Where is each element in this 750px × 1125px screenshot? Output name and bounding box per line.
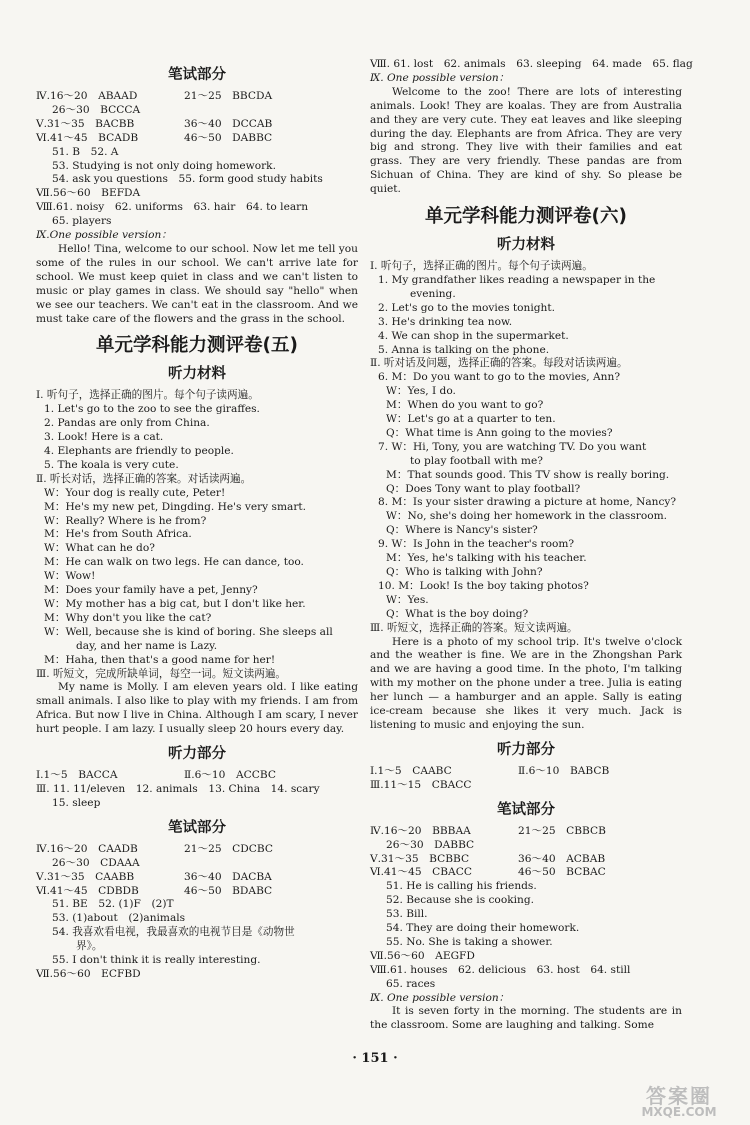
section-heading: 听力材料 (497, 237, 555, 254)
paragraph: Hello! Tina, welcome to our school. Now let me tell you some of the rules in our school. We can't arrive late for school. We must keep quiet in class and we can't listen to music or play games in class. We should say "hello" when we see our teachers. We can't eat in the classroom. And we must take care of the flowers and the grass in the school. (36, 242, 358, 325)
text-line: 6. M：Do you want to go to the movies, Ann? (378, 371, 621, 384)
answer-group: 36～40 ACBAB (518, 852, 606, 865)
answer-group: 46～50 BDABC (184, 884, 273, 897)
text-line: W：Yes. (386, 593, 429, 606)
watermark-logo (614, 1086, 744, 1120)
text-line (36, 769, 358, 783)
text-line: Ⅲ. 11. 11/eleven 12. animals 13. China 14. scary (36, 782, 320, 795)
text-line: 52. Because she is cooking. (386, 894, 534, 907)
text-line: W：Wow! (44, 570, 96, 583)
text-line: Ⅷ. 61. lost 62. animals 63. sleeping 64. made 65. flag (370, 58, 693, 70)
text-line: 55. I don't think it is really interesting. (52, 954, 261, 967)
text-line: M：That sounds good. This TV show is really boring. (386, 468, 670, 481)
text-line: to play football with me? (410, 454, 543, 467)
text-line: 界》。 (76, 940, 103, 953)
text-line: 54. They are doing their homework. (386, 922, 580, 935)
text-line: M：Yes, he's talking with his teacher. (386, 552, 587, 565)
text-line: 1. Let's go to the zoo to see the giraffes. (44, 403, 260, 416)
section-heading: 听力部分 (168, 746, 226, 763)
text-line: M：He's from South Africa. (44, 528, 192, 541)
answer-group: Ⅰ.1～5 CAABC (370, 764, 452, 777)
text-line: W：My mother has a big cat, but I don't like her. (44, 598, 306, 610)
paragraph: It is seven forty in the morning. The students are in the classroom. Some are laughing and talking. Some (370, 1005, 682, 1032)
answer-group: Ⅰ.1～5 BACCA (36, 769, 118, 782)
answer-group: Ⅱ.6～10 ACCBC (184, 769, 276, 782)
paragraph: My name is Molly. I am eleven years old. I like eating small animals. I also like to play with my friends. I am from Africa. But now I live in China. Although I am scary, I never hurt people. I am lazy. I usually sleep 20 hours every day. (36, 681, 358, 736)
text-line (370, 825, 682, 839)
text-line: evening. (410, 287, 456, 300)
text-line: Ⅸ. One possible version： (370, 991, 510, 1004)
text-line: Ⅱ. 听长对话，选择正确的答案。对话读两遍。 (36, 472, 252, 485)
text-line: W：No, she's doing her homework in the classroom. (386, 510, 668, 523)
section-heading: 笔试部分 (497, 801, 555, 818)
text-line: 26～30 DABBC (386, 838, 475, 851)
unit-title: 单元学科能力测评卷(六) (425, 206, 627, 228)
answer-group: 21～25 CDCBC (184, 842, 273, 855)
answer-group: Ⅱ.6～10 BABCB (518, 764, 610, 777)
page-number: · 151 · (352, 1051, 398, 1066)
text-line: Ⅲ. 听短文，完成所缺单词，每空一词。短文读两遍。 (36, 667, 287, 680)
text-line: M：He's my new pet, Dingding. He's very smart. (44, 500, 307, 513)
text-line: day, and her name is Lazy. (76, 639, 218, 652)
text-line: M：Why don't you like the cat? (44, 611, 212, 624)
text-line: Q：Does Tony want to play football? (386, 482, 581, 495)
text-line: Q：Where is Nancy's sister? (386, 524, 538, 537)
text-line: 8. M：Is your sister drawing a picture at home, Nancy? (378, 496, 677, 509)
text-line: Ⅶ.56～60 AEGFD (370, 949, 475, 962)
answer-group: 46～50 DABBC (184, 131, 273, 144)
text-line: 5. Anna is talking on the phone. (378, 343, 550, 356)
text-line: 53. (1)about (2)animals (52, 912, 186, 925)
text-line: 4. Elephants are friendly to people. (44, 445, 234, 458)
text-line: 7. W：Hi, Tony, you are watching TV. Do you want (378, 440, 647, 453)
text-line: Ⅱ. 听对话及问题，选择正确的答案。每段对话读两遍。 (370, 357, 628, 370)
answer-group: 36～40 DCCAB (184, 117, 273, 130)
text-line: 26～30 BCCCA (52, 103, 141, 116)
text-line: 51. BE 52. (1)F (2)T (52, 898, 174, 911)
answer-group: Ⅵ.41～45 BCADB (36, 131, 139, 144)
answer-group: Ⅴ.31～35 CAABB (36, 870, 135, 883)
text-line: 53. Studying is not only doing homework. (52, 159, 276, 172)
text-line: 3. Look! Here is a cat. (44, 431, 164, 444)
text-line (370, 866, 682, 880)
right-column (370, 58, 693, 1033)
answer-group: 46～50 BCBAC (518, 866, 606, 879)
text-line: W：Your dog is really cute, Peter! (44, 486, 226, 499)
text-line: Ⅶ.56～60 BEFDA (36, 187, 141, 200)
text-line (370, 853, 682, 867)
answer-group: Ⅵ.41～45 CDBDB (36, 884, 139, 897)
text-line: 1. My grandfather likes reading a newspaper in the (378, 273, 656, 286)
answer-group: 21～25 CBBCB (518, 824, 606, 837)
answer-group: Ⅳ.16～20 BBBAA (370, 824, 471, 837)
text-line: Ⅸ.One possible version： (36, 229, 172, 242)
answer-group: Ⅵ.41～45 CBACC (370, 866, 472, 879)
text-line: M：He can walk on two legs. He can dance, too. (44, 556, 304, 569)
text-line: W：Really? Where is he from? (44, 514, 207, 527)
text-line: Ⅷ.61. noisy 62. uniforms 63. hair 64. to learn (36, 201, 309, 214)
text-line: M：Haha, then that's a good name for her! (44, 653, 276, 666)
text-line: 10. M：Look! Is the boy taking photos? (378, 579, 589, 592)
watermark-title: 答案圈 (646, 1084, 712, 1108)
text-line: Ⅸ. One possible version： (370, 71, 510, 84)
text-line: 15. sleep (52, 796, 101, 809)
text-line (36, 132, 358, 146)
text-line: 65. players (52, 215, 112, 228)
text-line: 54. ask you questions 55. form good study habits (52, 173, 323, 186)
text-line: 65. races (386, 977, 436, 990)
text-line: 2. Let's go to the movies tonight. (378, 301, 555, 314)
text-line: 51. B 52. A (52, 145, 119, 158)
text-line: 55. No. She is taking a shower. (386, 935, 553, 948)
text-line (370, 765, 682, 779)
text-line: Q：Who is talking with John? (386, 566, 543, 578)
text-line: 26～30 CDAAA (52, 856, 140, 869)
answer-group: 21～25 BBCDA (184, 90, 273, 102)
text-line: Q：What time is Ann going to the movies? (386, 426, 613, 439)
text-line: 3. He's drinking tea now. (378, 315, 513, 328)
text-line: Ⅶ.56～60 ECFBD (36, 967, 141, 980)
section-heading: 听力材料 (168, 366, 226, 383)
text-line (36, 885, 358, 899)
text-line: W：What can he do? (44, 542, 155, 555)
text-line: 51. He is calling his friends. (386, 880, 537, 893)
text-line: Ⅷ.61. houses 62. delicious 63. host 64. still (370, 963, 631, 976)
paragraph: Here is a photo of my school trip. It's twelve o'clock and the weather is fine. We are in the Zhongshan Park and we are having a good time. In the photo, I'm talking with my mother on the phone under a tree. Julia is eating her lunch — a hamburger and an apple. Sally is eating ice-cream because she likes it very much. Jack is listening to music and enjoying the sun. (370, 635, 682, 731)
text-line: Q：What is the boy doing? (386, 607, 529, 620)
section-heading: 笔试部分 (168, 67, 226, 83)
section-heading: 听力部分 (497, 741, 555, 758)
text-line: Ⅲ.11～15 CBACC (370, 778, 472, 791)
left-column (36, 58, 358, 982)
text-line (36, 118, 358, 132)
answer-group: Ⅳ.16～20 ABAAD (36, 90, 138, 102)
answer-group: Ⅴ.31～35 BCBBC (370, 852, 470, 865)
text-line: W：Let's go at a quarter to ten. (386, 413, 556, 426)
text-line (36, 90, 358, 104)
text-line (36, 843, 358, 857)
text-line: 9. W：Is John in the teacher's room? (378, 538, 575, 551)
answer-group: 36～40 DACBA (184, 870, 272, 883)
text-line: 53. Bill. (386, 908, 428, 921)
text-line (36, 871, 358, 885)
text-line: M：When do you want to go? (386, 399, 544, 412)
watermark-url: MXQE.COM (641, 1105, 717, 1119)
paragraph: Welcome to the zoo! There are lots of interesting animals. Look! They are koalas. They are from Australia and they are very cute. They eat leaves and like sleeping during the day. Elephants are from Africa. They are very big and strong. They live with their families and eat grass. They are very friendly. These pandas are from Sichuan of China. They are kind of shy. So please be quiet. (370, 85, 682, 196)
text-line: Ⅲ. 听短文，选择正确的答案。短文读两遍。 (370, 621, 578, 634)
section-heading: 笔试部分 (168, 819, 226, 836)
text-line: M：Does your family have a pet, Jenny? (44, 584, 258, 597)
text-line: 54. 我喜欢看电视，我最喜欢的电视节目是《动物世 (52, 926, 295, 939)
answer-group: Ⅳ.16～20 CAADB (36, 842, 138, 855)
answer-group: Ⅴ.31～35 BACBB (36, 117, 135, 130)
text-line: W：Well, because she is kind of boring. She sleeps all (44, 625, 333, 638)
text-line: W：Yes, I do. (386, 385, 456, 398)
text-line: 4. We can shop in the supermarket. (378, 329, 569, 342)
text-line: Ⅰ. 听句子，选择正确的图片。每个句子读两遍。 (36, 389, 259, 402)
text-line: 5. The koala is very cute. (44, 458, 179, 471)
text-line: Ⅰ. 听句子，选择正确的图片。每个句子读两遍。 (370, 260, 593, 273)
unit-title: 单元学科能力测评卷(五) (96, 335, 298, 357)
text-line: 2. Pandas are only from China. (44, 417, 210, 430)
